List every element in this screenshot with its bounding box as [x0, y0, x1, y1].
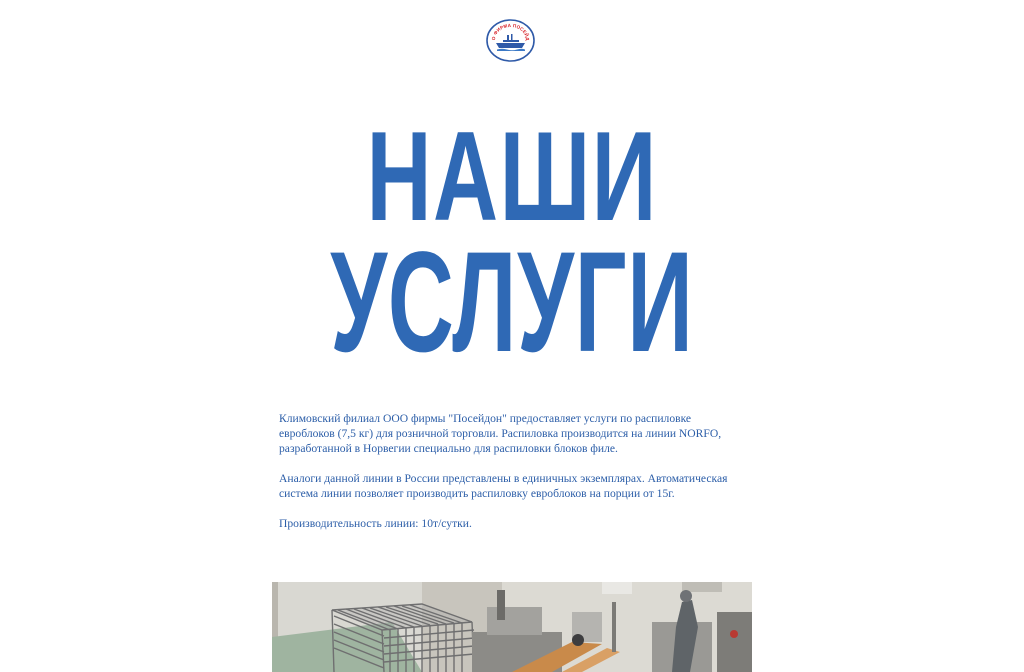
page-title-line-2: [0, 223, 1024, 382]
production-line-photo: [272, 582, 752, 672]
logo[interactable]: [486, 19, 535, 62]
ship-icon: [486, 19, 535, 62]
hero-title-nashi: НАШИ: [366, 105, 658, 247]
photo-illustration: [272, 582, 752, 672]
hero-title-uslugi: УСЛУГИ: [330, 223, 694, 382]
page-title-line-1: [0, 105, 1024, 247]
services-description: [279, 411, 749, 546]
logo-text: О ФИРМА ПОСЕЙД: [490, 22, 531, 41]
description-paragraph-2: Аналоги данной линии в России представлены в единичных экземплярах. Автоматическая система линии позволяет производить распиловку евроблоков на порции от 15г.: [279, 472, 728, 500]
description-paragraph-3: Производительность линии: 10т/сутки.: [279, 517, 472, 530]
description-paragraph-1: Климовский филиал ООО фирмы "Посейдон" предоставляет услуги по распиловке евроблоков (7,5 кг) для розничной торговли. Распиловка производится на линии NORFO, разработанной в Норвегии специально для распиловки блоков филе.: [279, 412, 722, 455]
